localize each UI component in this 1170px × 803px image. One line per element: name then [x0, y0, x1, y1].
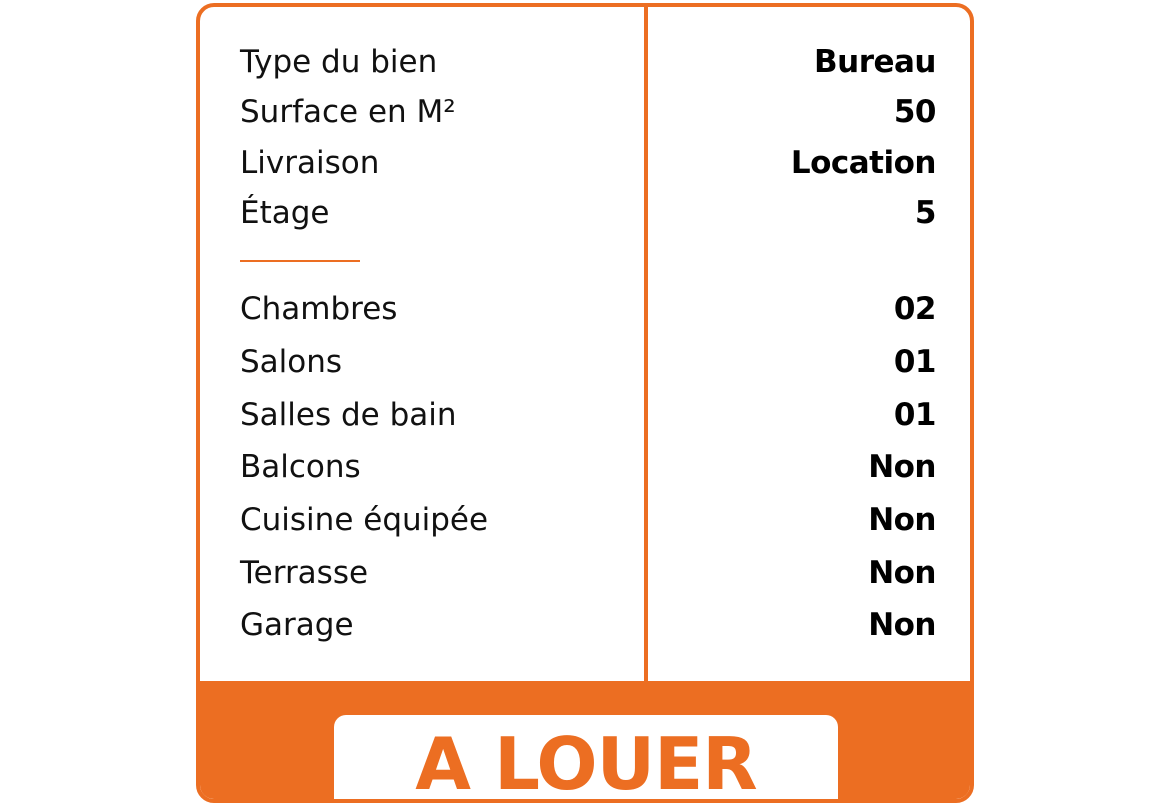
- label-salles-de-bain: Salles de bain: [240, 397, 457, 433]
- label-surface: Surface en M²: [240, 94, 456, 130]
- value-cuisine-equipee: Non: [868, 502, 936, 538]
- label-balcons: Balcons: [240, 449, 361, 485]
- value-salons: 01: [893, 344, 936, 380]
- value-balcons: Non: [868, 449, 936, 485]
- value-garage: Non: [868, 607, 936, 643]
- label-salons: Salons: [240, 344, 343, 380]
- label-etage: Étage: [240, 195, 330, 231]
- value-surface: 50: [893, 94, 936, 130]
- label-chambres: Chambres: [240, 291, 398, 327]
- value-type-du-bien: Bureau: [814, 44, 936, 80]
- label-type-du-bien: Type du bien: [240, 44, 438, 80]
- value-etage: 5: [914, 195, 936, 231]
- column-divider: [644, 7, 648, 681]
- status-badge: [334, 715, 838, 803]
- label-terrasse: Terrasse: [240, 555, 369, 591]
- value-livraison: Location: [790, 145, 936, 181]
- value-terrasse: Non: [868, 555, 936, 591]
- section-separator: [240, 260, 360, 262]
- label-garage: Garage: [240, 607, 354, 643]
- label-livraison: Livraison: [240, 145, 380, 181]
- value-salles-de-bain: 01: [893, 397, 936, 433]
- property-card: [196, 3, 974, 803]
- label-cuisine-equipee: Cuisine équipée: [240, 502, 489, 538]
- value-chambres: 02: [893, 291, 936, 327]
- status-badge-text: A LOUER: [415, 722, 757, 803]
